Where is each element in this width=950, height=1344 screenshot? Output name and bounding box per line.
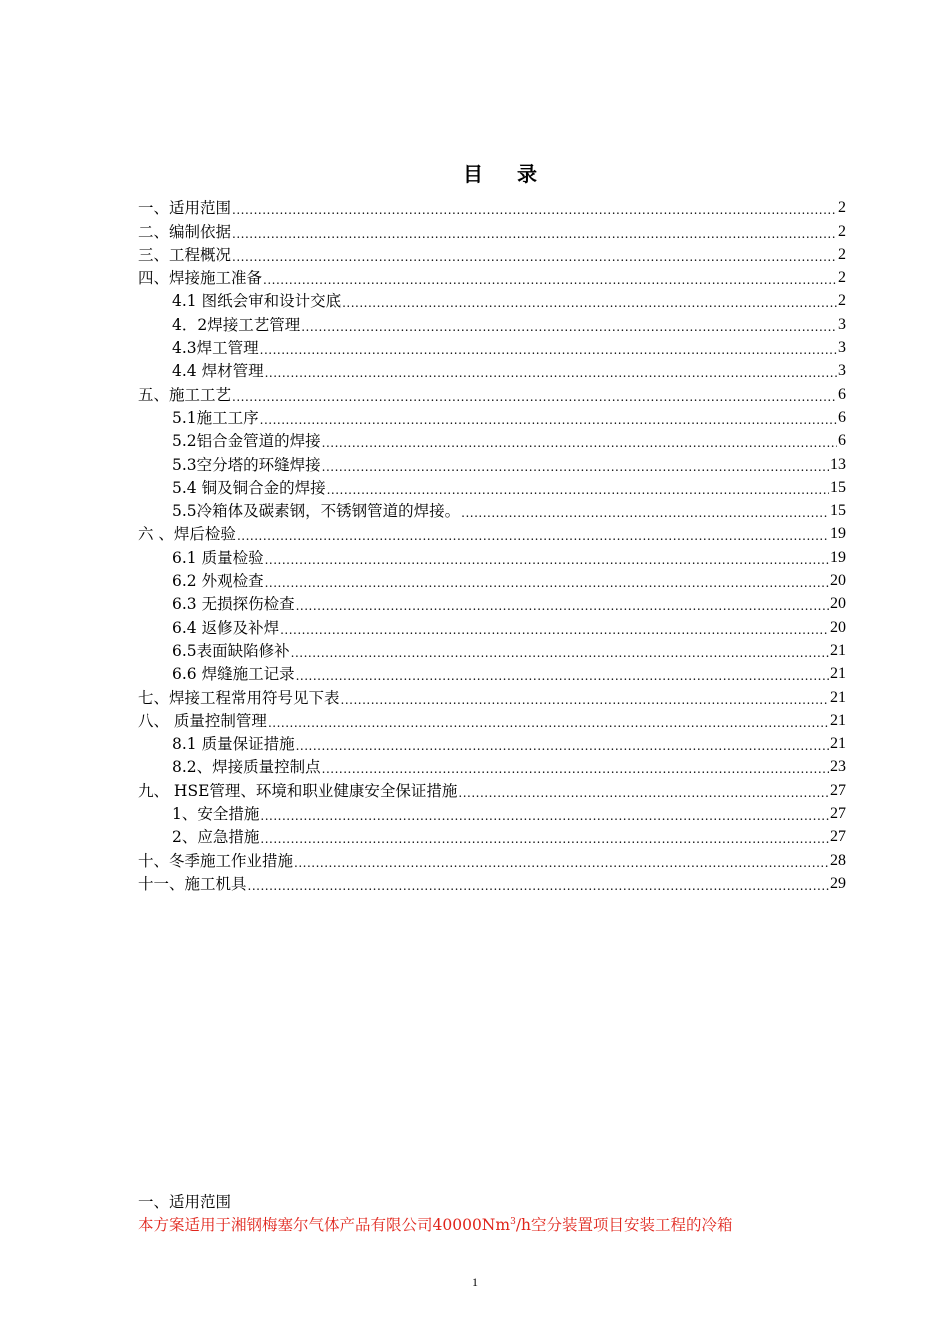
toc-entry[interactable] (138, 802, 846, 825)
toc-entry[interactable] (138, 662, 846, 685)
toc-entry-label: 十、冬季施工作业措施 (138, 851, 294, 870)
toc-entry-page: 13 (830, 455, 846, 473)
toc-title-char-2: 录 (517, 162, 537, 186)
toc-entry[interactable] (138, 709, 846, 732)
toc-entry-label: 三、工程概况 (138, 245, 232, 264)
toc-entry-label: 5.2铝合金管道的焊接 (172, 432, 321, 451)
toc-leader-dots (322, 760, 829, 778)
toc-entry[interactable] (138, 429, 846, 452)
toc-entry-label: 6.6 焊缝施工记录 (172, 665, 295, 684)
toc-leader-dots (301, 318, 837, 336)
toc-leader-dots (248, 877, 829, 895)
section-body-text: 本方案适用于湘钢梅塞尔气体产品有限公司40000Nm (138, 1216, 511, 1234)
toc-entry-label: 4.1 图纸会审和设计交底 (172, 292, 342, 311)
toc-entry[interactable] (138, 382, 846, 405)
toc-title-char-1: 目 (463, 162, 483, 186)
toc-leader-dots (237, 527, 829, 545)
toc-entry-page: 20 (830, 618, 846, 636)
toc-entry-page: 2 (838, 199, 846, 217)
toc-entry-label: 6.3 无损探伤检查 (172, 595, 295, 614)
toc-entry[interactable] (138, 569, 846, 592)
toc-entry[interactable] (138, 499, 846, 522)
toc-leader-dots (322, 434, 837, 452)
toc-leader-dots (263, 271, 837, 289)
toc-entry-label: 4.4 焊材管理 (172, 362, 264, 381)
toc-entry-label: 5.5冷箱体及碳素钢，不锈钢管道的焊接。 (172, 502, 461, 521)
toc-entry-page: 19 (830, 525, 846, 543)
toc-entry[interactable] (138, 848, 846, 871)
toc-entry[interactable] (138, 825, 846, 848)
toc-leader-dots (280, 621, 829, 639)
page-number: 1 (472, 1275, 478, 1289)
toc-entry-page: 29 (830, 874, 846, 892)
toc-entry-label: 5.1施工工序 (172, 408, 259, 427)
section-heading: 一、适用范围 (138, 1193, 232, 1211)
section-body-superscript: 3 (510, 1216, 516, 1227)
table-of-contents (138, 196, 846, 895)
toc-entry[interactable] (138, 615, 846, 638)
toc-leader-dots (291, 644, 829, 662)
toc-entry-label: 8.1 质量保证措施 (172, 735, 295, 754)
toc-entry-label: 十一、施工机具 (138, 874, 247, 893)
toc-entry[interactable] (138, 872, 846, 895)
toc-entry-label: 6.4 返修及补焊 (172, 618, 280, 637)
toc-entry[interactable] (138, 452, 846, 475)
toc-entry[interactable] (138, 476, 846, 499)
toc-entry[interactable] (138, 685, 846, 708)
toc-leader-dots (260, 411, 837, 429)
toc-leader-dots (458, 784, 829, 802)
toc-entry-label: 6.5表面缺陷修补 (172, 641, 290, 660)
toc-entry[interactable] (138, 732, 846, 755)
toc-entry-page: 6 (838, 385, 846, 403)
toc-leader-dots (260, 807, 829, 825)
toc-entry-page: 20 (830, 595, 846, 613)
toc-entry-page: 21 (830, 665, 846, 683)
toc-leader-dots (296, 667, 829, 685)
toc-entry-page: 6 (838, 408, 846, 426)
toc-entry-label: 5.4 铜及铜合金的焊接 (172, 478, 326, 497)
toc-entry-label: 5.3空分塔的环缝焊接 (172, 455, 321, 474)
toc-entry-label: 六 、焊后检验 (138, 525, 236, 544)
toc-entry[interactable] (138, 312, 846, 335)
toc-entry-page: 21 (830, 688, 846, 706)
toc-entry-page: 15 (830, 502, 846, 520)
toc-leader-dots (260, 830, 829, 848)
toc-entry-page: 21 (830, 735, 846, 753)
toc-entry-label: 6.1 质量检验 (172, 548, 264, 567)
toc-entry-page: 21 (830, 711, 846, 729)
toc-entry-label: 4．2焊接工艺管理 (172, 315, 301, 334)
toc-entry-page: 6 (838, 432, 846, 450)
toc-leader-dots (296, 597, 829, 615)
toc-entry-page: 23 (830, 758, 846, 776)
toc-entry-label: 四、焊接施工准备 (138, 269, 263, 288)
toc-entry-label: 一、适用范围 (138, 199, 232, 218)
section-body (138, 1213, 878, 1235)
toc-entry-label: 6.2 外观检查 (172, 572, 264, 591)
toc-entry-page: 27 (830, 828, 846, 846)
toc-entry-page: 2 (838, 245, 846, 263)
toc-leader-dots (265, 551, 829, 569)
toc-entry-label: 七、焊接工程常用符号见下表 (138, 688, 340, 707)
toc-entry-page: 2 (838, 292, 846, 310)
toc-entry-page: 20 (830, 572, 846, 590)
toc-entry-page: 28 (830, 851, 846, 869)
toc-entry-page: 3 (838, 339, 846, 357)
toc-leader-dots (327, 481, 829, 499)
toc-leader-dots (341, 691, 829, 709)
toc-leader-dots (232, 225, 837, 243)
toc-leader-dots (342, 294, 837, 312)
toc-leader-dots (232, 248, 837, 266)
toc-entry[interactable] (138, 336, 846, 359)
toc-entry-label: 4.3焊工管理 (172, 339, 259, 358)
toc-entry-page: 3 (838, 315, 846, 333)
toc-entry[interactable] (138, 266, 846, 289)
toc-entry-page: 15 (830, 478, 846, 496)
toc-leader-dots (265, 574, 829, 592)
toc-entry-label: 八、 质量控制管理 (138, 711, 267, 730)
toc-entry[interactable] (138, 592, 846, 615)
toc-entry[interactable] (138, 545, 846, 568)
toc-leader-dots (232, 388, 837, 406)
toc-entry-label: 五、施工工艺 (138, 385, 232, 404)
toc-entry[interactable] (138, 406, 846, 429)
toc-leader-dots (232, 201, 837, 219)
toc-leader-dots (294, 854, 829, 872)
toc-leader-dots (322, 458, 829, 476)
toc-entry[interactable] (138, 778, 846, 801)
toc-leader-dots (296, 737, 829, 755)
section-body-text-cont: /h空分装置项目安装工程的冷箱 (515, 1216, 733, 1234)
toc-entry[interactable] (138, 522, 846, 545)
toc-entry[interactable] (138, 755, 846, 778)
toc-leader-dots (268, 714, 829, 732)
toc-entry[interactable] (138, 289, 846, 312)
toc-leader-dots (265, 364, 837, 382)
toc-entry[interactable] (138, 639, 846, 662)
toc-entry-label: 8.2、焊接质量控制点 (172, 758, 321, 777)
toc-entry-page: 27 (830, 781, 846, 799)
toc-title (0, 158, 950, 187)
toc-entry-label: 1、安全措施 (172, 805, 260, 824)
toc-entry[interactable] (138, 243, 846, 266)
toc-entry-page: 2 (838, 222, 846, 240)
toc-entry[interactable] (138, 359, 846, 382)
toc-leader-dots (461, 504, 829, 522)
toc-entry[interactable] (138, 219, 846, 242)
toc-entry-label: 二、编制依据 (138, 222, 232, 241)
toc-entry-page: 19 (830, 548, 846, 566)
toc-entry[interactable] (138, 196, 846, 219)
toc-entry-page: 27 (830, 805, 846, 823)
toc-leader-dots (260, 341, 837, 359)
toc-entry-label: 2、应急措施 (172, 828, 260, 847)
toc-entry-label: 九、 HSE管理、环境和职业健康安全保证措施 (138, 781, 458, 800)
toc-entry-page: 2 (838, 269, 846, 287)
toc-entry-page: 3 (838, 362, 846, 380)
toc-entry-page: 21 (830, 641, 846, 659)
